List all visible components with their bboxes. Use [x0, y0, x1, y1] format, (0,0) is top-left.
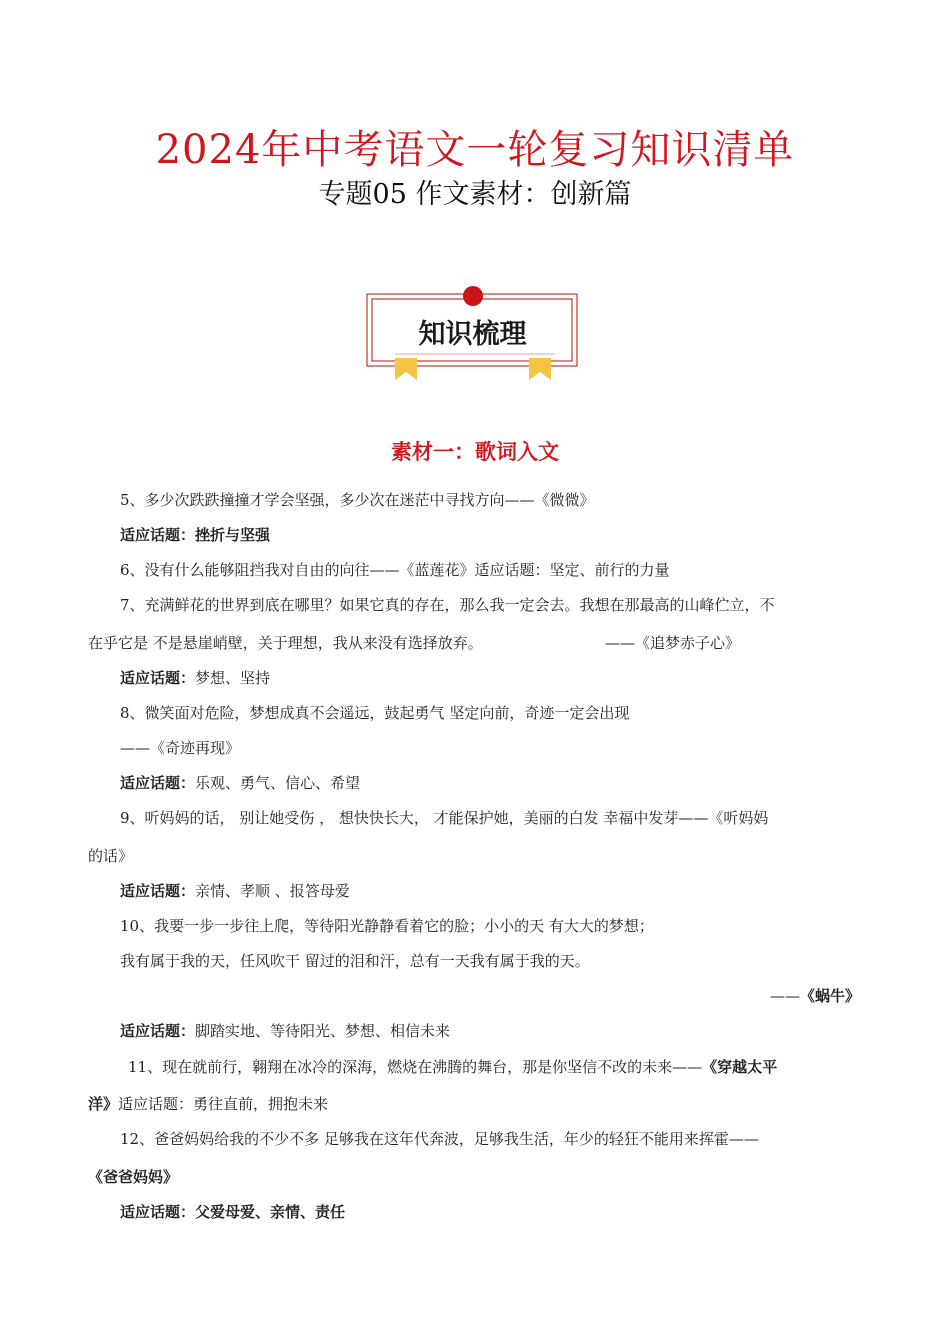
source-title: 洋》	[88, 1095, 119, 1113]
knowledge-banner	[365, 282, 585, 387]
document-title: 2024年中考语文一轮复习知识清单	[155, 127, 795, 173]
text-line: 8、微笑面对危险，梦想成真不会遥远，鼓起勇气 坚定向前，奇迹一定会出现	[120, 704, 630, 722]
text-segment: 11、现在就前行，翱翔在冰冷的深海，燃烧在沸腾的舞台，那是你坚信不改的未来——	[128, 1058, 703, 1076]
text-line: 的话》	[88, 847, 134, 865]
topic-value: 乐观、勇气、信心、希望	[195, 774, 361, 792]
text-line: 9、听妈妈的话， 别让她受伤 ， 想快快长大， 才能保护她，美丽的白发 幸福中发芽——《听妈妈	[120, 809, 769, 827]
text-line: 6、没有什么能够阻挡我对自由的向往——《蓝莲花》适应话题：坚定、前行的力量	[120, 561, 670, 579]
source-attribution: ——《奇迹再现》	[120, 739, 241, 757]
topic-label: 适应话题：	[120, 1022, 196, 1040]
section-title: 素材一：歌词入文	[391, 439, 559, 464]
topic-value: 梦想、坚持	[195, 669, 271, 687]
topic-line	[120, 1020, 450, 1042]
document-subtitle: 专题05 作文素材：创新篇	[318, 179, 632, 210]
source-title: 《蜗牛》	[799, 987, 860, 1005]
topic-label: 适应话题：	[120, 1203, 196, 1221]
topic-label: 适应话题：	[120, 882, 196, 900]
text-line: 10、我要一步一步往上爬，等待阳光静静看着它的脸；小小的天 有大大的梦想；	[120, 917, 654, 935]
topic-value: 脚踏实地、等待阳光、梦想、相信未来	[195, 1022, 451, 1040]
text-line: 12、爸爸妈妈给我的不少不多 足够我在这年代奔波，足够我生活，年少的轻狂不能用来挥霍——	[120, 1130, 759, 1148]
text-line	[128, 1056, 777, 1078]
topic-line	[120, 880, 350, 902]
topic-value: 适应话题：勇往直前，拥抱未来	[118, 1095, 329, 1113]
text-line: 我有属于我的天，任风吹干 留过的泪和汗，总有一天我有属于我的天。	[120, 952, 590, 970]
topic-value: 父爱母爱、亲情、责任	[195, 1203, 346, 1221]
source-attribution: ——《追梦赤子心》	[605, 634, 741, 652]
topic-label: 适应话题：	[120, 774, 196, 792]
text-line	[88, 1093, 328, 1115]
source-attribution	[600, 985, 860, 1007]
topic-value: 挫折与坚强	[195, 526, 271, 544]
topic-value: 亲情、孝顺 、报答母爱	[195, 882, 350, 900]
source-title: 《穿越太平	[702, 1058, 778, 1076]
topic-line	[120, 772, 360, 794]
source-title: 《爸爸妈妈》	[88, 1168, 179, 1186]
topic-line	[120, 1201, 345, 1223]
text-line: 7、充满鲜花的世界到底在哪里？如果它真的存在，那么我一定会去。我想在那最高的山峰伫立，不	[120, 596, 775, 614]
source-dash: ——	[769, 987, 800, 1005]
banner-label: 知识梳理	[418, 319, 527, 350]
topic-line	[120, 667, 270, 689]
topic-line	[120, 524, 270, 546]
text-line: 在乎它是 不是悬崖峭壁，关于理想，我从来没有选择放弃。	[88, 634, 483, 652]
topic-label: 适应话题：	[120, 526, 196, 544]
topic-label: 适应话题：	[120, 669, 196, 687]
text-line: 5、多少次跌跌撞撞才学会坚强，多少次在迷茫中寻找方向——《微微》	[120, 491, 595, 509]
